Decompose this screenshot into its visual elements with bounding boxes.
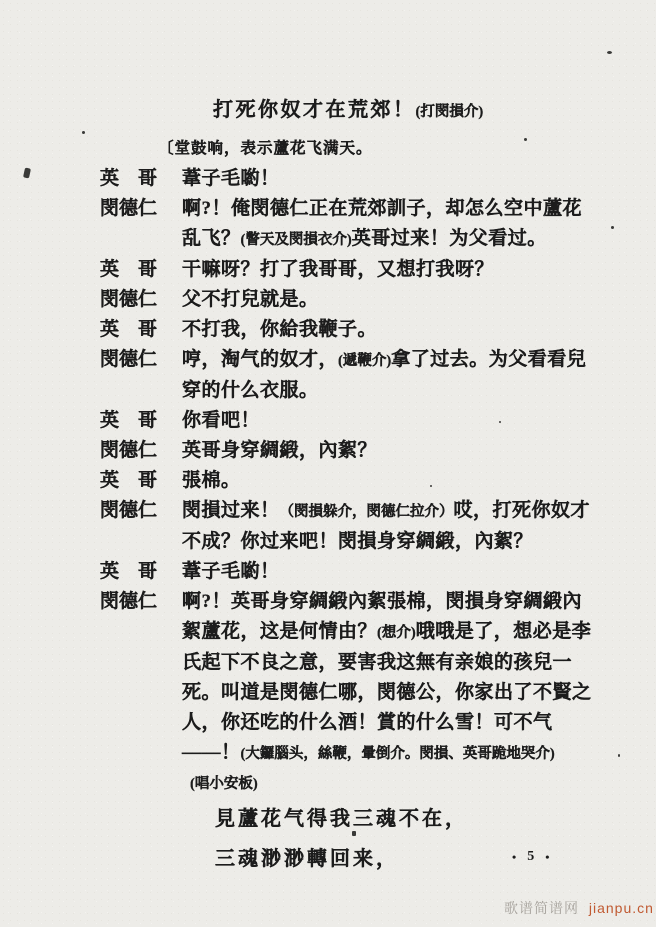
scan-speck [524, 138, 527, 141]
dialogue-text: 干嘛呀？打了我哥哥，又想打我呀？ [182, 259, 495, 280]
stage-note-inline: (大鑼腦头，絲鞭，暈倒介。閔損、英哥跪地哭介) [240, 746, 555, 762]
speaker-name: 閔德仁 [100, 349, 158, 370]
dialogue-text: 哼，淘气的奴才，(遞鞭介)拿了过去。为父看看兒穿的什么衣服。 [182, 349, 587, 401]
scan-speck [618, 754, 620, 757]
page-number-right-dot: • [545, 849, 550, 864]
speaker-name: 閔德仁 [100, 500, 158, 521]
dialogue-line [100, 345, 598, 406]
speaker-name: 閔德仁 [100, 289, 158, 310]
dialogue-text: 葦子毛喲！ [182, 168, 280, 189]
stage-note-inline: (想介) [377, 625, 416, 641]
dialogue-line [100, 557, 598, 587]
speaker-name: 英 哥 [100, 168, 158, 189]
page-number-value: 5 [527, 849, 535, 864]
speaker-name: 英 哥 [100, 561, 158, 582]
dialogue-text: 閔損过来！（閔損躲介，閔德仁拉介）哎，打死你奴才不成？你过来吧！閔損身穿綢緞，內絮？ [182, 500, 591, 552]
page-number-left-dot: • [512, 849, 517, 864]
watermark [504, 898, 654, 918]
verse-line [215, 799, 598, 839]
dialogue-line [100, 496, 598, 557]
dialogue-line [100, 315, 598, 345]
watermark-site-name: 歌谱简谱网 [504, 900, 579, 916]
dialogue-line [100, 406, 598, 436]
page-number [512, 849, 549, 865]
line-text [190, 776, 258, 792]
speaker-name: 英 哥 [100, 259, 158, 280]
dialogue-text: 英哥身穿綢緞，內絮？ [182, 440, 378, 461]
dialogue-text: 不打我，你給我鞭子。 [182, 319, 378, 340]
stage-note-inline: （閔損躲介，閔德仁拉介） [279, 504, 454, 520]
dialogue-line [100, 164, 598, 194]
dialogue-line [100, 255, 598, 285]
scan-speck [611, 226, 614, 229]
dialogue-text: 張棉。 [182, 470, 241, 491]
speaker-name: 閔德仁 [100, 440, 158, 461]
stage-note-inline: (瞥天及閔損衣介) [240, 232, 352, 248]
dialogue-line [100, 436, 598, 466]
stage-note-inline: (打閔損介) [415, 104, 484, 120]
speaker-name: 閔德仁 [100, 591, 158, 612]
stage-line [158, 134, 598, 164]
line-text: 〔堂鼓响，表示蘆花飞满天。 [158, 140, 373, 157]
dialogue-text: 葦子毛喲！ [182, 561, 280, 582]
verse-title-line [213, 88, 598, 134]
speaker-name: 英 哥 [100, 410, 158, 431]
scan-speck [430, 485, 432, 487]
dialogue-line [100, 587, 598, 769]
dialogue-text: 你看吧！ [182, 410, 261, 431]
line-text: 見蘆花气得我三魂不在， [215, 808, 468, 830]
scan-speck [499, 421, 501, 423]
dialogue-text: 啊?！英哥身穿綢緞內絮張棉，閔損身穿綢緞內絮蘆花，这是何情由？(想介)哦哦是了，想必是李氏起下不良之意，要害我这無有亲娘的孩兒一死。叫道是閔德仁哪，閔德公，你家出了不賢之人，你还吃的什么酒！賞的什么雪！可不气——！(大鑼腦头，絲鞭，暈倒介。閔損、英哥跪地哭介) [182, 591, 592, 763]
scan-speck [352, 831, 356, 836]
line-text: 三魂渺渺轉回来， [215, 848, 399, 870]
line-text: 打死你奴才在荒郊！(打閔損介) [213, 99, 484, 121]
dialogue-line [100, 466, 598, 496]
dialogue-text: 父不打兒就是。 [182, 289, 319, 310]
stage-note-inline: (遞鞭介) [338, 353, 392, 369]
dialogue-line [100, 194, 598, 255]
speaker-name: 英 哥 [100, 470, 158, 491]
dialogue-text: 啊?！俺閔德仁正在荒郊訓子，却怎么空中蘆花乱飞？(瞥天及閔損衣介)英哥过来！为父看过。 [182, 198, 583, 249]
scan-speck [82, 131, 85, 134]
dialogue-line [100, 285, 598, 315]
stage-note-inline: (唱小安板) [190, 776, 258, 792]
speaker-name: 英 哥 [100, 319, 158, 340]
cue-line [190, 769, 598, 799]
watermark-site-url: jianpu.cn [588, 900, 654, 916]
speaker-name: 閔德仁 [100, 198, 158, 219]
scan-speck [607, 51, 612, 54]
